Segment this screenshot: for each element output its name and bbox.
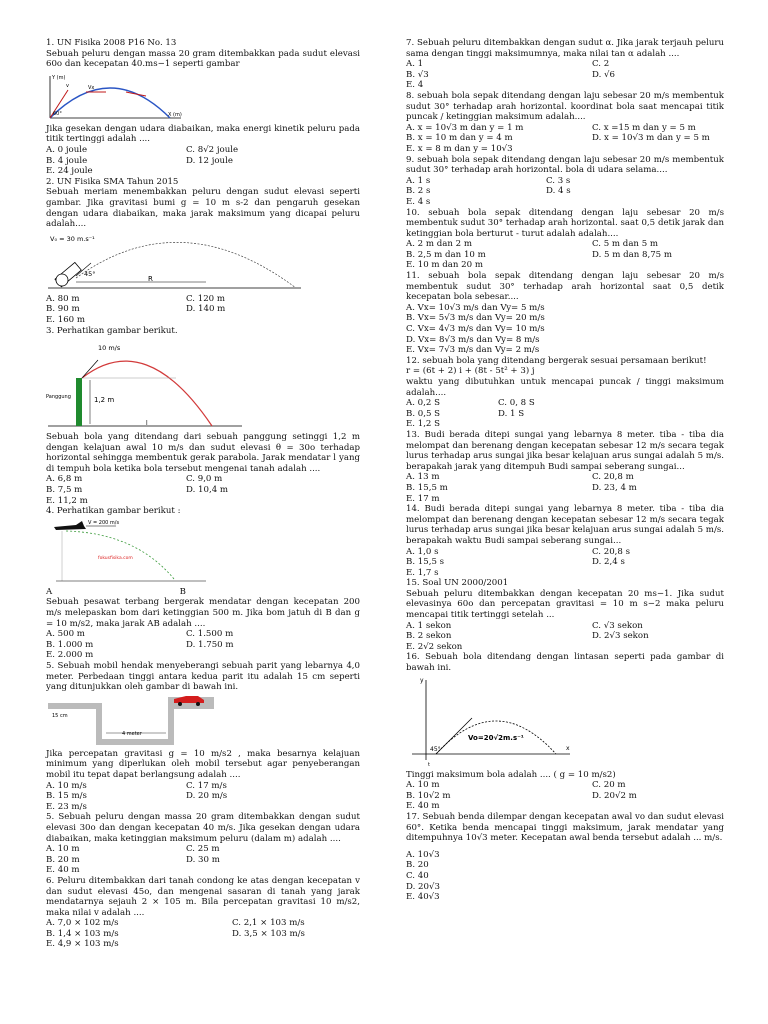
option-c[interactable]: C. 40 (406, 870, 429, 881)
question-text: Sebuah peluru dengan massa 20 gram ditembakkan pada sudut elevasi 60o dan kecepatan 40.ms−1 seperti gambar (46, 48, 360, 70)
velocity-label: v (66, 82, 69, 89)
question-text: 12. sebuah bola yang ditendang bergerak sesuai persamaan berikut! (406, 355, 707, 366)
question-5 (46, 661, 360, 812)
option-e[interactable]: E. 1,2 S (406, 419, 441, 430)
option-b[interactable]: B. 2 sekon (406, 631, 452, 642)
height-label: 1,2 m (94, 396, 115, 405)
kick-diagram (406, 676, 576, 768)
height-label: 15 cm (52, 712, 68, 719)
option-e[interactable]: E. 4,9 × 103 m/s (46, 939, 119, 950)
question-8 (406, 91, 724, 155)
options (46, 629, 360, 661)
option-c[interactable]: C. 120 m (186, 293, 226, 304)
option-b[interactable]: B. 15,5 s (406, 557, 445, 568)
option-a[interactable]: A. 10 m (46, 844, 80, 855)
question-12 (406, 356, 724, 430)
options (46, 918, 360, 950)
angle-label: 60° (53, 110, 62, 117)
option-a[interactable]: A. 10 m/s (46, 780, 87, 791)
options (406, 472, 724, 504)
option-a[interactable]: A. 0 joule (46, 144, 88, 155)
cannon-diagram (46, 232, 306, 292)
option-a[interactable]: A. x = 10√3 m dan y = 1 m (406, 122, 524, 133)
question-1 (46, 38, 360, 177)
question-17 (406, 812, 724, 903)
question-text: 5. Sebuah mobil hendak menyeberangi sebuah parit yang lebarnya 4,0 meter. Perbedaan tinggi antara kedua parit itu adalah 15 cm seperti yang ditunjukkan oleh gambar di bawah ini. (46, 661, 360, 693)
option-c[interactable]: C. 5 m dan 5 m (592, 239, 659, 250)
options (406, 303, 724, 356)
options (406, 123, 724, 155)
question-text: 6. Peluru ditembakkan dari tanah condong ke atas dengan kecepatan v dan sudut elevasi 45o, dan mengenai sasaran di tanah yang jarak mendatarnya sejauh 2 × 105 m. Bila percepatan gravitasi 10 m/s2, maka nilai v adalah .... (46, 875, 360, 918)
question-text-2: waktu yang dibutuhkan untuk mencapai puncak / tinggi maksimum adalah.... (406, 377, 724, 398)
ditch-diagram (46, 695, 216, 747)
option-c[interactable]: C. √3 sekon (592, 620, 643, 631)
figure-q3 (46, 338, 360, 430)
question-14 (406, 504, 724, 578)
trajectory-diagram (46, 72, 196, 122)
option-b[interactable]: B. 0,5 S (406, 408, 441, 419)
question-text: 10. sebuah bola sepak ditendang dengan laju sebesar 20 m/s membentuk sudut 30° terhadap arah horizontal. saat 0,5 detik jarak dan ketinggian bola berturut - turut adalah adalah.... (406, 207, 724, 239)
x-axis-label: x (566, 744, 570, 752)
option-a[interactable]: A. 6,8 m (46, 474, 83, 485)
question-13 (406, 430, 724, 504)
option-d[interactable]: D. √6 (592, 69, 615, 80)
option-e[interactable]: E. x = 8 m dan y = 10√3 (406, 143, 513, 154)
question-title: 2. UN Fisika SMA Tahun 2015 (46, 176, 179, 187)
question-text: Sebuah meriam menembakkan peluru dengan sudut elevasi seperti gambar. Jika gravitasi bumi g = 10 m s-2 dan pengaruh gesekan dengan udara diabaikan, maka jarak maksimum yang dicapai peluru adalah.... (46, 187, 360, 230)
option-d[interactable]: D. 2,4 s (592, 557, 625, 568)
option-c[interactable]: C. 25 m (186, 844, 220, 855)
option-e[interactable]: E. 2.000 m (46, 650, 94, 661)
option-c[interactable]: C. 17 m/s (186, 780, 227, 791)
question-title: 3. Perhatikan gambar berikut. (46, 325, 178, 336)
y-axis-label: Y (m) (52, 74, 66, 81)
initial-velocity-label: V₀ = 30 m.s⁻¹ (50, 234, 95, 243)
options (406, 59, 724, 91)
option-b[interactable]: B. 15,5 m (406, 482, 448, 493)
point-a-label: A (46, 586, 53, 597)
option-d[interactable]: D. 23, 4 m (592, 482, 637, 493)
question-9 (406, 155, 724, 208)
platform-diagram (46, 338, 246, 430)
option-b[interactable]: B. 15 m/s (46, 791, 87, 802)
platform-label: Panggung (46, 394, 71, 401)
options (406, 398, 724, 430)
option-d[interactable]: D. 1.750 m (186, 639, 234, 650)
question-text: 5. Sebuah peluru dengan massa 20 gram ditembakkan dengan sudut elevasi 30o dan dengan kecepatan 40 m/s. Jika gesekan dengan udara diabaikan, maka ketinggian maksimum peluru (dalam m) adalah .... (46, 812, 360, 844)
question-text: 8. sebuah bola sepak ditendang dengan laju sebesar 20 m/s membentuk sudut 30° terhadap arah horizontal. koordinat bola saat mencapai titik puncak / ketinggian maksimum adalah.... (406, 90, 724, 123)
option-e[interactable]: E. 4 (406, 80, 424, 91)
question-11 (406, 271, 724, 356)
option-a[interactable]: A. 13 m (406, 472, 440, 483)
option-d[interactable]: D. x = 10√3 m dan y = 5 m (592, 133, 710, 144)
option-a[interactable]: A. 500 m (46, 629, 85, 640)
speed-label: 10 m/s (98, 344, 121, 353)
option-a[interactable]: A. 80 m (46, 293, 80, 304)
question-text: Sebuah bola yang ditendang dari sebuah panggung setinggi 1,2 m dengan kelajuan awal 10 m/s dan sudut elevasi θ = 30o terhadap horizontal sehingga membentuk gerak parabola. Jarak mendatar l yang di tempuh bola ketika bola tersebut mengenai tanah adalah .... (46, 432, 360, 474)
question-text-2: Jika percepatan gravitasi g = 10 m/s2 , maka besarnya kelajuan minimum yang diperlukan oleh mobil tersebut agar penyeberangan mobil itu tepat dapat berlangsung adalah .... (46, 748, 360, 780)
option-d[interactable]: D. 10,4 m (186, 485, 229, 496)
option-e[interactable]: E. 2√2 sekon (406, 641, 463, 652)
points-labels (46, 587, 186, 598)
option-e[interactable]: E. 40 m (46, 865, 80, 876)
question-text: 17. Sebuah benda dilempar dengan kecepatan awal vo dan sudut elevasi 60°. Ketika benda mencapai tinggi maksimum, jarak mendatar yang ditempuhnya 10√3 meter. Kecepatan awal benda tersebut adalah ... m/s. (406, 812, 724, 844)
option-c[interactable]: C. 20,8 s (592, 546, 631, 557)
question-5b (46, 812, 360, 876)
options (406, 547, 724, 579)
option-d[interactable]: D. 20 m/s (186, 791, 228, 802)
options (406, 850, 724, 903)
option-b[interactable]: B. Vx= 5√3 m/s dan Vy= 20 m/s (406, 313, 545, 324)
question-10 (406, 208, 724, 272)
option-b[interactable]: B. 7,5 m (46, 485, 83, 496)
question-text: Sebuah pesawat terbang bergerak mendatar dengan kecepatan 200 m/s melepaskan bom dari ketinggian 500 m. Jika bom jatuh di B dan g = 10 m/s2, maka jarak AB adalah .... (46, 597, 360, 629)
option-c[interactable]: C. 2 (592, 59, 610, 70)
question-text-2: Tinggi maksimum bola adalah .... ( g = 10 m/s2) (406, 769, 616, 780)
option-a[interactable]: A. 1,0 s (406, 546, 439, 557)
option-b[interactable]: B. √3 (406, 69, 429, 80)
equation: r = (6t + 2) i + (8t - 5t² + 3) j (406, 366, 535, 377)
option-d[interactable]: D. 12 joule (186, 155, 233, 166)
option-e[interactable]: E. 17 m (406, 493, 440, 504)
option-b[interactable]: B. 4 joule (46, 155, 88, 166)
option-a[interactable]: A. 1 s (406, 175, 431, 186)
vx-label: Vx (88, 84, 95, 91)
figure-q1 (46, 72, 360, 122)
question-3 (46, 326, 360, 507)
option-d[interactable]: D. 1 S (498, 408, 525, 419)
options (46, 294, 360, 326)
option-a[interactable]: A. 1 sekon (406, 620, 452, 631)
question-title: 1. UN Fisika 2008 P16 No. 13 (46, 38, 177, 48)
option-b[interactable]: B. 20 m (46, 854, 80, 865)
option-b[interactable]: B. 1.000 m (46, 639, 94, 650)
option-c[interactable]: C. 8√2 joule (186, 144, 239, 155)
question-16 (406, 652, 724, 812)
option-c[interactable]: C. x =15 m dan y = 5 m (592, 122, 696, 133)
x-axis-label: X (m) (168, 111, 182, 118)
option-b[interactable]: B. 20 (406, 860, 429, 871)
option-d[interactable]: D. Vx= 8√3 m/s dan Vy= 8 m/s (406, 334, 540, 345)
distance-label: l (146, 420, 148, 428)
options (46, 781, 360, 813)
option-b[interactable]: B. x = 10 m dan y = 4 m (406, 133, 513, 144)
range-label: R (148, 274, 153, 283)
question-text: 9. sebuah bola sepak ditendang dengan laju sebesar 20 m/s membentuk sudut 30° terhadap arah horizontal. bola di udara selama.... (406, 154, 724, 176)
option-a[interactable]: A. Vx= 10√3 m/s dan Vy= 5 m/s (406, 302, 545, 313)
option-c[interactable]: C. 9,0 m (186, 474, 223, 485)
option-c[interactable]: C. 0, 8 S (498, 398, 535, 409)
angle-label: 45° (430, 745, 441, 753)
option-e[interactable]: E. Vx= 7√3 m/s dan Vy= 2 m/s (406, 345, 540, 356)
point-b-label: B (179, 586, 186, 597)
option-e[interactable]: E. 160 m (46, 314, 86, 325)
figure-q2 (46, 232, 360, 292)
option-e[interactable]: E. 40√3 (406, 892, 440, 903)
question-text: 14. Budi berada ditepi sungai yang lebarnya 8 meter. tiba - tiba dia melompat dan berenang dengan kecepatan sebesar 12 m/s secara tegak lurus terhadap arus sungai jika besar kelajuan arus sungai adalah 5 m/s. berapakah waktu Budi sampai seberang sungai... (406, 504, 724, 546)
question-title: 4. Perhatikan gambar berikut : (46, 506, 181, 517)
options (406, 621, 724, 653)
options (406, 780, 724, 812)
option-a[interactable]: A. 1 (406, 59, 424, 70)
watermark: fokusfisika.com (98, 555, 133, 561)
question-text: 11. sebuah bola sepak ditendang dengan laju sebesar 20 m/s membentuk sudut 30° terhadap arah horizontal saat 0,5 detik kecepatan bola sebesar.... (406, 271, 724, 303)
option-d[interactable]: D. 20√3 (406, 881, 440, 892)
option-e[interactable]: E. 11,2 m (46, 495, 88, 506)
question-15 (406, 578, 724, 652)
question-text-2: Jika gesekan dengan udara diabaikan, maka energi kinetik peluru pada titik tertinggi adalah .... (46, 123, 360, 145)
option-a[interactable]: A. 7,0 × 102 m/s (46, 918, 119, 929)
option-d[interactable]: D. 2√3 sekon (592, 631, 649, 642)
options (46, 474, 360, 506)
option-d[interactable]: D. 30 m (186, 854, 220, 865)
option-e[interactable]: E. 4 s (406, 196, 431, 207)
question-text: 16. Sebuah bola ditendang dengan lintasan seperti pada gambar di bawah ini. (406, 652, 724, 674)
option-b[interactable]: B. 10√2 m (406, 790, 451, 801)
plane-icon (54, 521, 86, 530)
option-e[interactable]: E. 10 m dan 20 m (406, 260, 483, 271)
question-2 (46, 177, 360, 326)
option-e[interactable]: E. 23 m/s (46, 801, 87, 812)
options (46, 145, 360, 177)
option-a[interactable]: A. 0,2 S (406, 398, 440, 409)
option-c[interactable]: C. 20,8 m (592, 472, 634, 483)
figure-q16 (406, 676, 724, 768)
question-text: 7. Sebuah peluru ditembakkan dengan sudut α. Jika jarak terjauh peluru sama dengan tinggi maksimumnya, maka nilai tan α adalah .... (406, 38, 724, 59)
option-b[interactable]: B. 90 m (46, 304, 80, 315)
option-e[interactable]: E. 1,7 s (406, 567, 439, 578)
option-d[interactable]: D. 20√2 m (592, 790, 637, 801)
question-text: 13. Budi berada ditepi sungai yang lebarnya 8 meter. tiba - tiba dia melompat dan berenang dengan kecepatan sebesar 12 m/s secara tegak lurus terhadap arus sungai jika besar kelajuan arus sungai adalah 5 m/s. berapakah jarak yang ditempuh Budi sampai seberang sungai... (406, 429, 724, 472)
figure-q4 (46, 519, 360, 585)
options (406, 176, 724, 208)
speed-label: V = 200 m/s (88, 519, 120, 526)
question-4 (46, 506, 360, 661)
width-label: 4 meter (122, 730, 142, 737)
initial-velocity-label: Vo=20√2m.s⁻¹ (468, 733, 524, 742)
plane-diagram (46, 519, 216, 585)
option-c[interactable]: C. 3 s (546, 175, 571, 186)
angle-label: 45° (84, 269, 96, 278)
question-title: 15. Soal UN 2000/2001 (406, 578, 509, 589)
option-a[interactable]: A. 2 m dan 2 m (406, 239, 472, 250)
figure-q5 (46, 695, 360, 747)
t-label: t (428, 761, 430, 768)
option-c[interactable]: C. 1.500 m (186, 629, 234, 640)
options (406, 239, 724, 271)
question-text: Sebuah peluru ditembakkan dengan kecepatan 20 ms−1. Jika sudut elevasinya 60o dan percepatan gravitasi = 10 m s−2 maka peluru mencapai titik tertinggi setelah ... (406, 588, 724, 621)
option-d[interactable]: D. 4 s (546, 186, 571, 197)
option-d[interactable]: D. 140 m (186, 304, 226, 315)
left-column (46, 38, 360, 950)
option-e[interactable]: E. 40 m (406, 801, 440, 812)
option-b[interactable]: B. 1,4 × 103 m/s (46, 928, 119, 939)
options (46, 844, 360, 876)
question-7 (406, 38, 724, 91)
question-6 (46, 876, 360, 950)
option-c[interactable]: C. 2,1 × 103 m/s (232, 918, 305, 929)
y-axis-label: y (420, 676, 424, 684)
option-d[interactable]: D. 3,5 × 103 m/s (232, 928, 305, 939)
option-b[interactable]: B. 2,5 m dan 10 m (406, 249, 486, 260)
option-b[interactable]: B. 2 s (406, 186, 431, 197)
right-column (406, 38, 724, 903)
option-c[interactable]: C. 20 m (592, 780, 626, 791)
option-a[interactable]: A. 10√3 (406, 849, 440, 860)
option-c[interactable]: C. Vx= 4√3 m/s dan Vy= 10 m/s (406, 324, 545, 335)
option-d[interactable]: D. 5 m dan 8,75 m (592, 249, 673, 260)
option-a[interactable]: A. 10 m (406, 780, 440, 791)
option-e[interactable]: E. 24 joule (46, 166, 93, 177)
